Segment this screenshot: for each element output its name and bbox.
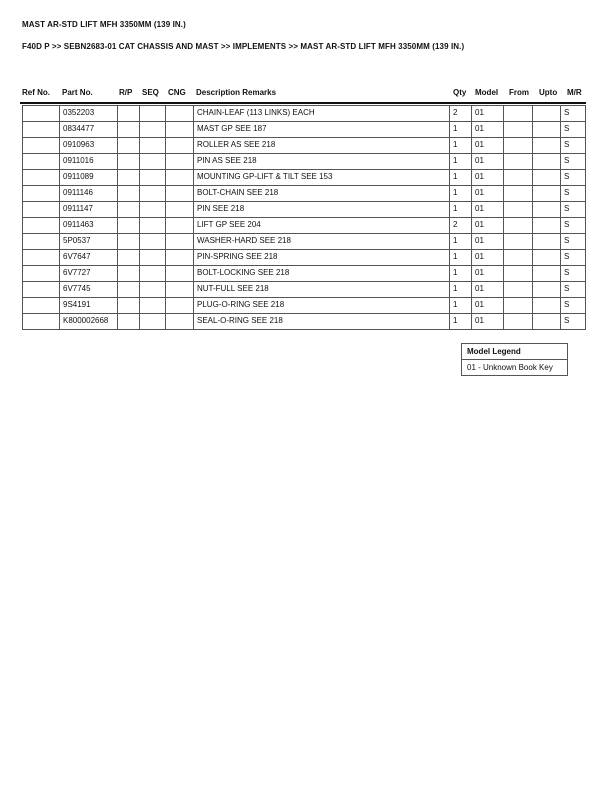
- qty-cell: 1: [450, 234, 472, 250]
- seq-cell: [140, 298, 166, 314]
- model-cell: 01: [472, 266, 504, 282]
- seq-cell: [140, 234, 166, 250]
- mr-cell: S: [561, 154, 586, 170]
- seq-cell: [140, 202, 166, 218]
- upto-cell: [533, 266, 561, 282]
- table-row: [23, 298, 586, 314]
- description-cell: MOUNTING GP-LIFT & TILT SEE 153: [194, 170, 450, 186]
- qty-cell: 1: [450, 298, 472, 314]
- mr-cell: S: [561, 266, 586, 282]
- ref-no-cell: [23, 250, 60, 266]
- rp-cell: [118, 202, 140, 218]
- description-cell: MAST GP SEE 187: [194, 122, 450, 138]
- header-cng: CNG: [168, 88, 186, 97]
- qty-cell: 2: [450, 106, 472, 122]
- mr-cell: S: [561, 202, 586, 218]
- qty-cell: 1: [450, 138, 472, 154]
- ref-no-cell: [23, 154, 60, 170]
- from-cell: [504, 122, 533, 138]
- table-row: [23, 218, 586, 234]
- mr-cell: S: [561, 122, 586, 138]
- part-no-cell: 0910963: [60, 138, 118, 154]
- rp-cell: [118, 314, 140, 330]
- mr-cell: S: [561, 250, 586, 266]
- mr-cell: S: [561, 298, 586, 314]
- table-row: [23, 122, 586, 138]
- model-legend: [461, 343, 568, 376]
- table-header: [22, 88, 586, 100]
- ref-no-cell: [23, 202, 60, 218]
- seq-cell: [140, 186, 166, 202]
- mr-cell: S: [561, 106, 586, 122]
- parts-table: [22, 105, 586, 330]
- model-cell: 01: [472, 170, 504, 186]
- table-row: [23, 154, 586, 170]
- upto-cell: [533, 234, 561, 250]
- part-no-cell: 5P0537: [60, 234, 118, 250]
- seq-cell: [140, 138, 166, 154]
- mr-cell: S: [561, 314, 586, 330]
- rp-cell: [118, 282, 140, 298]
- ref-no-cell: [23, 298, 60, 314]
- from-cell: [504, 170, 533, 186]
- part-no-cell: 9S4191: [60, 298, 118, 314]
- ref-no-cell: [23, 186, 60, 202]
- ref-no-cell: [23, 218, 60, 234]
- seq-cell: [140, 250, 166, 266]
- qty-cell: 1: [450, 250, 472, 266]
- ref-no-cell: [23, 314, 60, 330]
- header-divider: [20, 102, 586, 104]
- model-cell: 01: [472, 138, 504, 154]
- description-cell: LIFT GP SEE 204: [194, 218, 450, 234]
- table-row: [23, 314, 586, 330]
- cng-cell: [166, 298, 194, 314]
- upto-cell: [533, 186, 561, 202]
- description-cell: WASHER-HARD SEE 218: [194, 234, 450, 250]
- ref-no-cell: [23, 266, 60, 282]
- table-row: [23, 202, 586, 218]
- upto-cell: [533, 154, 561, 170]
- description-cell: PIN AS SEE 218: [194, 154, 450, 170]
- seq-cell: [140, 122, 166, 138]
- model-cell: 01: [472, 186, 504, 202]
- description-cell: BOLT-CHAIN SEE 218: [194, 186, 450, 202]
- from-cell: [504, 106, 533, 122]
- qty-cell: 1: [450, 154, 472, 170]
- rp-cell: [118, 250, 140, 266]
- from-cell: [504, 234, 533, 250]
- rp-cell: [118, 138, 140, 154]
- cng-cell: [166, 186, 194, 202]
- upto-cell: [533, 106, 561, 122]
- mr-cell: S: [561, 282, 586, 298]
- part-no-cell: 0911463: [60, 218, 118, 234]
- part-no-cell: 0911146: [60, 186, 118, 202]
- upto-cell: [533, 122, 561, 138]
- model-legend-title: Model Legend: [462, 344, 567, 360]
- part-no-cell: 6V7647: [60, 250, 118, 266]
- part-no-cell: 0911089: [60, 170, 118, 186]
- header-model: Model: [475, 88, 499, 97]
- cng-cell: [166, 106, 194, 122]
- ref-no-cell: [23, 170, 60, 186]
- header-part-no: Part No.: [62, 88, 93, 97]
- from-cell: [504, 298, 533, 314]
- rp-cell: [118, 234, 140, 250]
- mr-cell: S: [561, 170, 586, 186]
- from-cell: [504, 250, 533, 266]
- model-cell: 01: [472, 282, 504, 298]
- cng-cell: [166, 282, 194, 298]
- from-cell: [504, 314, 533, 330]
- upto-cell: [533, 250, 561, 266]
- header-description: Description Remarks: [196, 88, 277, 97]
- upto-cell: [533, 138, 561, 154]
- header-mr: M/R: [567, 88, 582, 97]
- description-cell: CHAIN-LEAF (113 LINKS) EACH: [194, 106, 450, 122]
- cng-cell: [166, 122, 194, 138]
- rp-cell: [118, 218, 140, 234]
- from-cell: [504, 282, 533, 298]
- ref-no-cell: [23, 234, 60, 250]
- ref-no-cell: [23, 106, 60, 122]
- cng-cell: [166, 218, 194, 234]
- header-from: From: [509, 88, 529, 97]
- mr-cell: S: [561, 218, 586, 234]
- from-cell: [504, 138, 533, 154]
- rp-cell: [118, 298, 140, 314]
- table-row: [23, 266, 586, 282]
- ref-no-cell: [23, 282, 60, 298]
- qty-cell: 1: [450, 186, 472, 202]
- model-cell: 01: [472, 122, 504, 138]
- model-cell: 01: [472, 106, 504, 122]
- mr-cell: S: [561, 138, 586, 154]
- cng-cell: [166, 170, 194, 186]
- cng-cell: [166, 314, 194, 330]
- rp-cell: [118, 154, 140, 170]
- cng-cell: [166, 138, 194, 154]
- upto-cell: [533, 282, 561, 298]
- qty-cell: 1: [450, 314, 472, 330]
- description-cell: PLUG-O-RING SEE 218: [194, 298, 450, 314]
- upto-cell: [533, 218, 561, 234]
- model-cell: 01: [472, 298, 504, 314]
- ref-no-cell: [23, 138, 60, 154]
- description-cell: PIN-SPRING SEE 218: [194, 250, 450, 266]
- upto-cell: [533, 202, 561, 218]
- header-ref-no: Ref No.: [22, 88, 50, 97]
- header-seq: SEQ: [142, 88, 159, 97]
- table-row: [23, 106, 586, 122]
- header-qty: Qty: [453, 88, 467, 97]
- rp-cell: [118, 170, 140, 186]
- seq-cell: [140, 314, 166, 330]
- seq-cell: [140, 266, 166, 282]
- seq-cell: [140, 282, 166, 298]
- part-no-cell: 6V7745: [60, 282, 118, 298]
- seq-cell: [140, 106, 166, 122]
- cng-cell: [166, 234, 194, 250]
- description-cell: NUT-FULL SEE 218: [194, 282, 450, 298]
- header-rp: R/P: [119, 88, 133, 97]
- table-row: [23, 250, 586, 266]
- qty-cell: 2: [450, 218, 472, 234]
- cng-cell: [166, 154, 194, 170]
- from-cell: [504, 218, 533, 234]
- model-cell: 01: [472, 250, 504, 266]
- description-cell: ROLLER AS SEE 218: [194, 138, 450, 154]
- ref-no-cell: [23, 122, 60, 138]
- from-cell: [504, 186, 533, 202]
- model-cell: 01: [472, 218, 504, 234]
- table-row: [23, 138, 586, 154]
- from-cell: [504, 266, 533, 282]
- description-cell: PIN SEE 218: [194, 202, 450, 218]
- upto-cell: [533, 298, 561, 314]
- table-row: [23, 282, 586, 298]
- seq-cell: [140, 170, 166, 186]
- model-cell: 01: [472, 202, 504, 218]
- seq-cell: [140, 154, 166, 170]
- part-no-cell: 0911147: [60, 202, 118, 218]
- table-row: [23, 170, 586, 186]
- from-cell: [504, 154, 533, 170]
- cng-cell: [166, 202, 194, 218]
- mr-cell: S: [561, 186, 586, 202]
- table-row: [23, 234, 586, 250]
- model-cell: 01: [472, 234, 504, 250]
- qty-cell: 1: [450, 202, 472, 218]
- table-row: [23, 186, 586, 202]
- part-no-cell: 0352203: [60, 106, 118, 122]
- qty-cell: 1: [450, 122, 472, 138]
- mr-cell: S: [561, 234, 586, 250]
- part-no-cell: 0834477: [60, 122, 118, 138]
- from-cell: [504, 202, 533, 218]
- qty-cell: 1: [450, 170, 472, 186]
- cng-cell: [166, 250, 194, 266]
- rp-cell: [118, 106, 140, 122]
- header-upto: Upto: [539, 88, 558, 97]
- qty-cell: 1: [450, 266, 472, 282]
- seq-cell: [140, 218, 166, 234]
- part-no-cell: 0911016: [60, 154, 118, 170]
- model-cell: 01: [472, 154, 504, 170]
- upto-cell: [533, 170, 561, 186]
- cng-cell: [166, 266, 194, 282]
- description-cell: BOLT-LOCKING SEE 218: [194, 266, 450, 282]
- model-legend-entry: 01 - Unknown Book Key: [467, 363, 553, 372]
- part-no-cell: K800002668: [60, 314, 118, 330]
- part-no-cell: 6V7727: [60, 266, 118, 282]
- page-title: MAST AR-STD LIFT MFH 3350MM (139 IN.): [22, 20, 186, 29]
- upto-cell: [533, 314, 561, 330]
- qty-cell: 1: [450, 282, 472, 298]
- rp-cell: [118, 266, 140, 282]
- rp-cell: [118, 122, 140, 138]
- rp-cell: [118, 186, 140, 202]
- model-cell: 01: [472, 314, 504, 330]
- description-cell: SEAL-O-RING SEE 218: [194, 314, 450, 330]
- breadcrumb: F40D P >> SEBN2683-01 CAT CHASSIS AND MAST >> IMPLEMENTS >> MAST AR-STD LIFT MFH 3350MM (139 IN.): [22, 42, 465, 51]
